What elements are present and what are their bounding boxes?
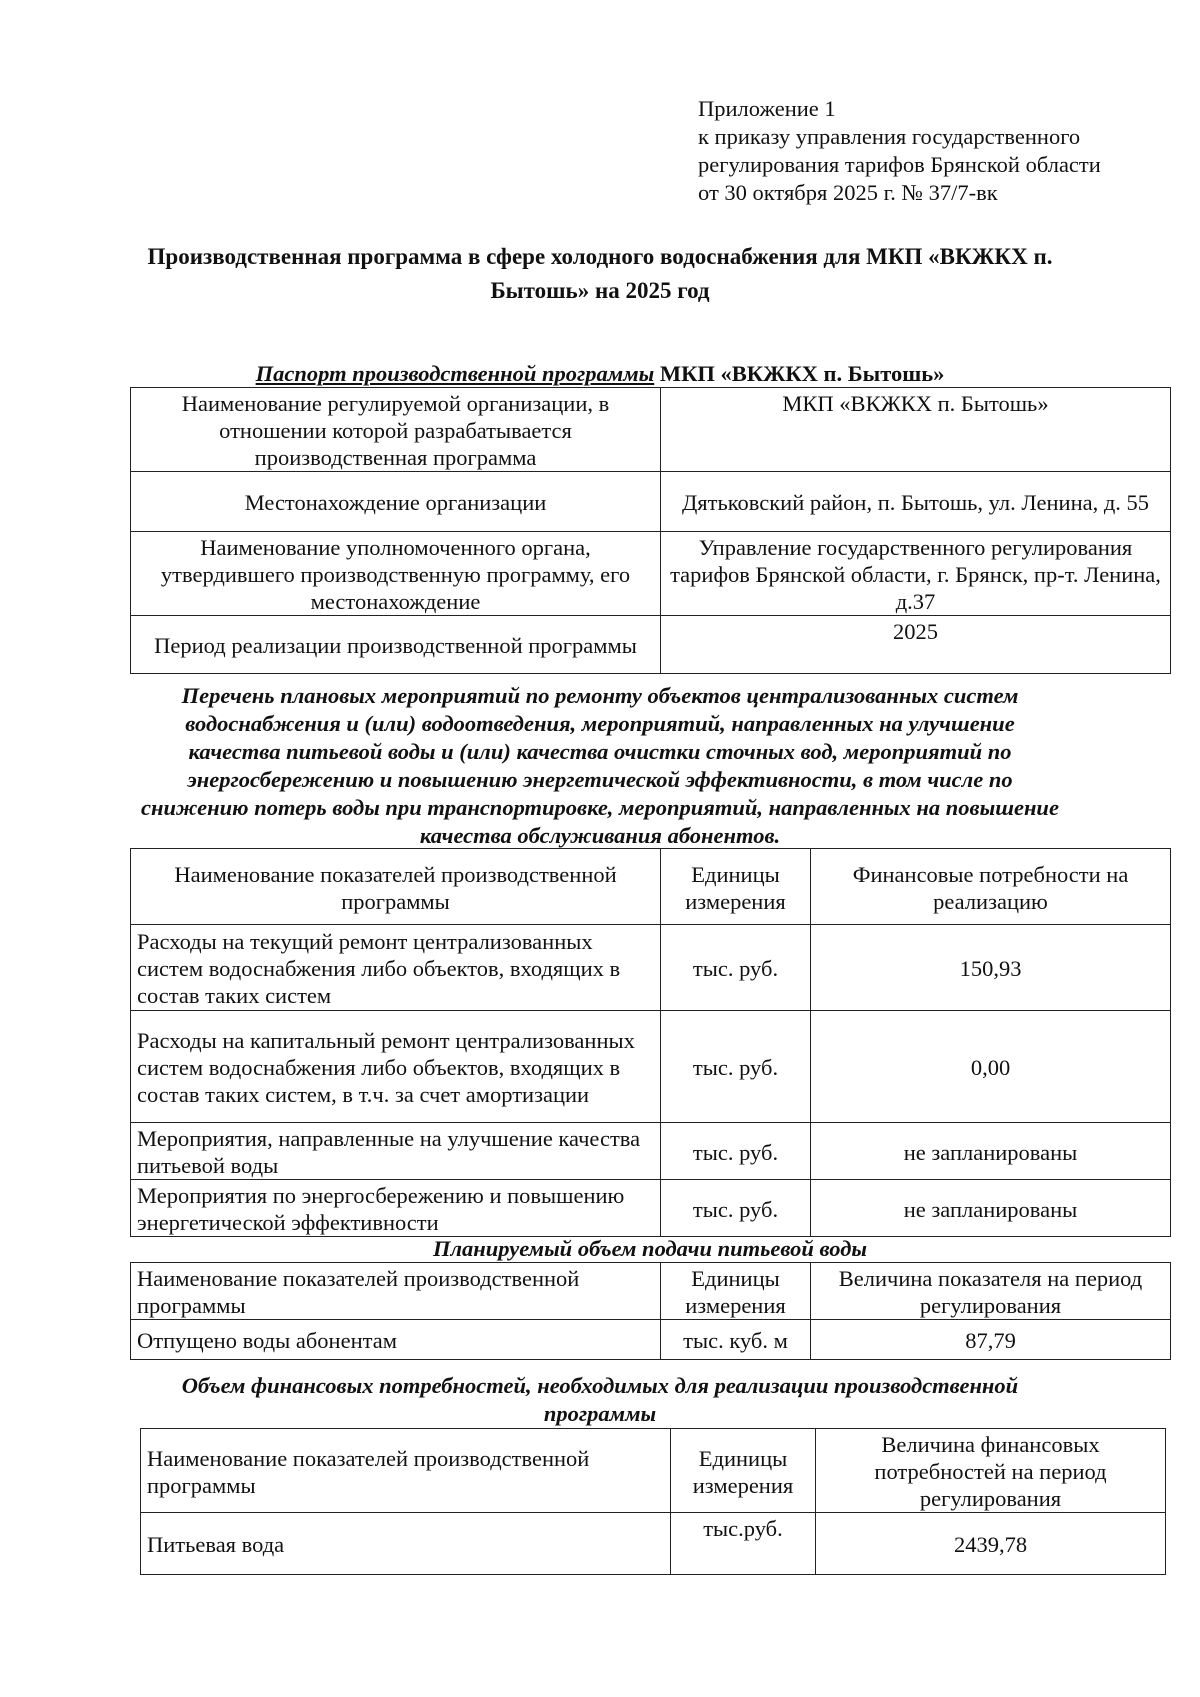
- table-row: [131, 1011, 1171, 1123]
- appendix-number: Приложение 1: [698, 96, 836, 121]
- appendix-order-ref: к приказу управления государственного: [698, 124, 1081, 149]
- indicator-value: 150,93: [811, 925, 1171, 1011]
- indicator-unit: тыс. руб.: [661, 1011, 811, 1123]
- indicator-unit: тыс. куб. м: [661, 1320, 811, 1360]
- indicator-name: Расходы на текущий ремонт централизованных систем водоснабжения либо объектов, входящих в состав таких систем: [131, 925, 661, 1011]
- passport-table: [130, 387, 1171, 674]
- table-row: [131, 925, 1171, 1011]
- table-row: [131, 1123, 1171, 1180]
- indicator-unit: тыс. руб.: [661, 925, 811, 1011]
- table-row: [131, 532, 1171, 616]
- column-header: Наименование показателей производственной программы: [131, 1263, 661, 1320]
- indicator-value: 2439,78: [816, 1513, 1166, 1575]
- table-header-row: [141, 1429, 1166, 1513]
- appendix-order-authority: регулирования тарифов Брянской области: [698, 152, 1101, 177]
- column-header: Величина финансовых потребностей на период регулирования: [816, 1429, 1166, 1513]
- indicator-value: 87,79: [811, 1320, 1171, 1360]
- passport-heading-text: Паспорт производственной программы: [255, 361, 655, 386]
- measures-heading: Перечень плановых мероприятий по ремонту объектов централизованных систем водоснабжения и (или) водоотведения, мероприятий, направленных на улучшение качества питьевой воды и (или) качества очистки сточных вод, мероприятий по энергосбережению и повышению энергетической эффективности, в том числе по снижению потерь воды при транспортировке, мероприятий, направленных на повышение качества обслуживания абонентов.: [141, 683, 1059, 848]
- passport-value: Дятьковский район, п. Бытошь, ул. Ленина, д. 55: [661, 472, 1171, 532]
- indicator-value: не запланированы: [811, 1180, 1171, 1237]
- table-row: [131, 616, 1171, 674]
- document-title: [120, 240, 1080, 308]
- supply-table: [130, 1262, 1171, 1360]
- table-header-row: [131, 849, 1171, 925]
- appendix-order-date: от 30 октября 2025 г. № 37/7-вк: [698, 180, 998, 205]
- column-header: Единицы измерения: [671, 1429, 816, 1513]
- column-header: Единицы измерения: [661, 849, 811, 925]
- indicator-name: Мероприятия, направленные на улучшение качества питьевой воды: [131, 1123, 661, 1180]
- indicator-unit: тыс.руб.: [671, 1513, 816, 1575]
- passport-label: Наименование уполномоченного органа, утвердившего производственную программу, его местонахождение: [131, 532, 661, 616]
- passport-label: Местонахождение организации: [131, 472, 661, 532]
- measures-table: [130, 848, 1171, 1237]
- table-row: [131, 472, 1171, 532]
- passport-heading-org: МКП «ВКЖКХ п. Бытошь»: [659, 361, 945, 386]
- indicator-name: Питьевая вода: [141, 1513, 671, 1575]
- supply-heading: Планируемый объем подачи питьевой воды: [432, 1236, 868, 1261]
- passport-value: Управление государственного регулирования тарифов Брянской области, г. Брянск, пр-т. Ленина, д.37: [661, 532, 1171, 616]
- table-header-row: [131, 1263, 1171, 1320]
- document-title-line2: Бытошь» на 2025 год: [490, 278, 710, 303]
- indicator-unit: тыс. руб.: [661, 1123, 811, 1180]
- column-header: Финансовые потребности на реализацию: [811, 849, 1171, 925]
- indicator-name: Отпущено воды абонентам: [131, 1320, 661, 1360]
- indicator-unit: тыс. руб.: [661, 1180, 811, 1237]
- column-header: Величина показателя на период регулирования: [811, 1263, 1171, 1320]
- passport-value: МКП «ВКЖКХ п. Бытошь»: [661, 388, 1171, 472]
- column-header: Наименование показателей производственной программы: [141, 1429, 671, 1513]
- indicator-name: Мероприятия по энергосбережению и повышению энергетической эффективности: [131, 1180, 661, 1237]
- passport-label: Наименование регулируемой организации, в отношении которой разрабатывается производственная программа: [131, 388, 661, 472]
- finance-table: [140, 1428, 1166, 1575]
- indicator-name: Расходы на капитальный ремонт централизованных систем водоснабжения либо объектов, входящих в состав таких систем, в т.ч. за счет амортизации: [131, 1011, 661, 1123]
- document-title-line1: Производственная программа в сфере холодного водоснабжения для МКП «ВКЖКХ п.: [147, 244, 1053, 269]
- column-header: Наименование показателей производственной программы: [131, 849, 661, 925]
- table-row: [131, 1320, 1171, 1360]
- indicator-value: 0,00: [811, 1011, 1171, 1123]
- passport-heading: [130, 360, 1070, 388]
- table-row: [131, 388, 1171, 472]
- table-row: [131, 1180, 1171, 1237]
- passport-value: 2025: [661, 616, 1171, 674]
- column-header: Единицы измерения: [661, 1263, 811, 1320]
- table-row: [141, 1513, 1166, 1575]
- finance-heading: Объем финансовых потребностей, необходимых для реализации производственной программы: [181, 1373, 1019, 1426]
- passport-label: Период реализации производственной программы: [131, 616, 661, 674]
- indicator-value: не запланированы: [811, 1123, 1171, 1180]
- appendix-block: [698, 95, 1168, 207]
